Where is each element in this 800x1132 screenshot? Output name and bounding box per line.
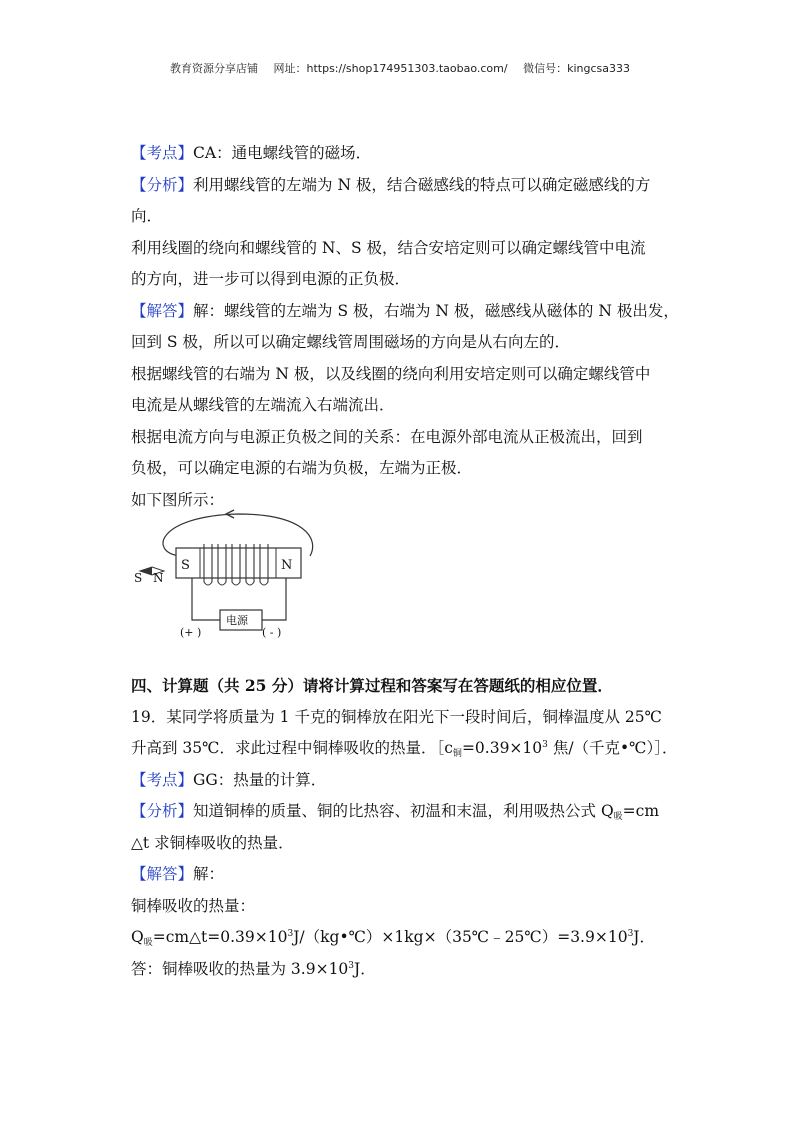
jieda-tag: 【解答】 xyxy=(131,301,194,320)
jieda-line-3: 根据螺线管的右端为 N 极，以及线圈的绕向利用安培定则可以确定螺线管中 xyxy=(131,364,651,383)
question-19-block xyxy=(131,670,679,985)
jieda-line-6: 负极，可以确定电源的右端为负极，左端为正极． xyxy=(131,459,473,477)
q19-answer: 答：铜棒吸收的热量为 $3.9\times 10^3J$． xyxy=(131,959,376,978)
needle-n-label: N xyxy=(153,571,164,585)
kaodian-text: CA：通电螺线管的磁场． xyxy=(193,144,372,162)
coil-left-pole: S xyxy=(181,558,190,573)
q19-jieda-1: 【解答】解： xyxy=(131,865,225,883)
jieda-line-7: 如下图所示： xyxy=(131,490,225,509)
fenxi-tag: 【分析】 xyxy=(131,175,194,194)
fenxi-line-3: 利用线圈的绕向和螺线管的 N、S 极，结合安培定则可以确定螺线管中电流 xyxy=(131,238,646,257)
kaodian-tag: 【考点】 xyxy=(131,144,194,162)
positive-terminal: (+ ) xyxy=(180,626,202,639)
shop-name: 教育资源分享店铺 xyxy=(170,62,258,75)
q19-fenxi-1: 【分析】知道铜棒的质量、铜的比热容、初温和末温，利用吸热公式 Q吸=cm xyxy=(131,802,660,822)
jieda-line-1 xyxy=(131,296,679,328)
jieda-line-5: 根据电流方向与电源正负极之间的关系：在电源外部电流从正极流出，回到 xyxy=(131,427,643,446)
kaodian-tag: 【考点】 xyxy=(131,770,194,789)
fenxi-text-1: 利用螺线管的左端为 N 极，结合磁感线的特点可以确定磁感线的方 xyxy=(193,175,651,194)
jieda-line-4: 电流是从螺线管的左端流入右端流出． xyxy=(131,396,395,414)
needle-s-label: S xyxy=(134,571,143,585)
jieda-tag: 【解答】 xyxy=(131,865,194,883)
q19-kaodian: 【考点】GG：热量的计算． xyxy=(131,770,327,789)
solenoid-diagram xyxy=(128,508,318,643)
q19-jieda-2: 铜棒吸收的热量： xyxy=(131,896,256,915)
negative-terminal: ( - ) xyxy=(262,626,282,639)
jieda-text-1: 解：螺线管的左端为 S 极，右端为 N 极，磁感线从磁体的 N 极出发， xyxy=(193,301,679,320)
shop-url[interactable]: 网址：https://shop174951303.taobao.com/ xyxy=(273,62,508,75)
fenxi-tag: 【分析】 xyxy=(131,802,194,820)
page-header xyxy=(0,60,800,76)
wechat-id: 微信号：kingcsa333 xyxy=(523,62,630,75)
q19-line-2: 升高到 35℃．求此过程中铜棒吸收的热量．［c铜$=0.39\times 10^3$ 焦/（千克•℃）］． xyxy=(131,739,678,759)
q19-line-1: 19．某同学将质量为 1 千克的铜棒放在阳光下一段时间后，铜棒温度从 25℃ xyxy=(131,707,662,726)
coil-right-pole: N xyxy=(281,558,293,573)
kaodian-line xyxy=(131,138,679,170)
q19-fenxi-2: △t 求铜棒吸收的热量． xyxy=(131,833,294,852)
jieda-line-2: 回到 S 极，所以可以确定螺线管周围磁场的方向是从右向左的． xyxy=(131,333,570,351)
fenxi-line-4: 的方向，进一步可以得到电源的正负极． xyxy=(131,270,411,288)
section-title: 四、计算题（共 25 分）请将计算过程和答案写在答题纸的相应位置． xyxy=(131,676,613,695)
document-body xyxy=(131,138,679,516)
q19-formula: Q吸$=cm\triangle t=0.39\times 10^3J/(kg•℃)\times 1kg\times(35℃﹣25℃)=3.9\times 10^3J$． xyxy=(131,928,656,948)
power-label: 电源 xyxy=(226,614,248,627)
fenxi-line-1 xyxy=(131,170,679,202)
fenxi-line-2: 向． xyxy=(131,207,163,225)
